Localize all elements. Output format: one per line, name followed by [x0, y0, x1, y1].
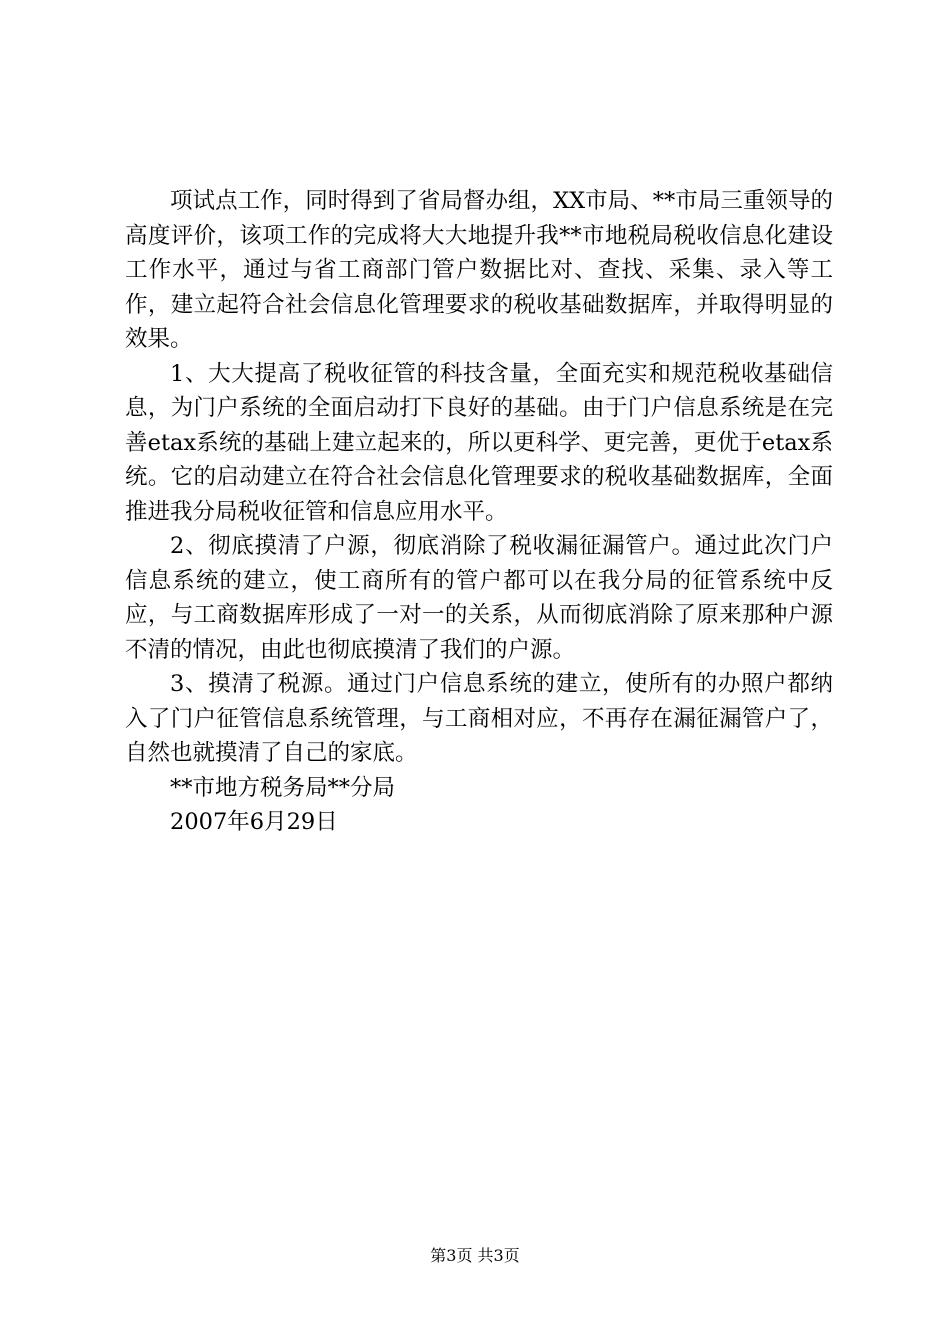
paragraph-intro: 项试点工作，同时得到了省局督办组，XX市局、**市局三重领导的高度评价，该项工作的完成将大大地提升我**市地税局税收信息化建设工作水平，通过与省工商部门管户数据比对、查找、采集、录入等工作，建立起符合社会信息化管理要求的税收基础数据库，并取得明显的效果。: [125, 188, 833, 352]
paragraph-point-1: 1、大大提高了税收征管的科技含量，全面充实和规范税收基础信息，为门户系统的全面启动打下良好的基础。由于门户信息系统是在完善etax系统的基础上建立起来的，所以更科学、更完善，更优于etax系统。它的启动建立在符合社会信息化管理要求的税收基础数据库，全面推进我分局税收征管和信息应用水平。: [125, 360, 833, 525]
paragraph-point-3: 3、摸清了税源。通过门户信息系统的建立，使所有的办照户都纳入了门户征管信息系统管理，与工商相对应，不再存在漏征漏管户了，自然也就摸清了自己的家底。: [125, 671, 833, 766]
signature-organization: **市地方税务局**分局: [170, 774, 396, 801]
document-body: [125, 184, 833, 840]
paragraph-point-2: 2、彻底摸清了户源，彻底消除了税收漏征漏管户。通过此次门户信息系统的建立，使工商所有的管户都可以在我分局的征管系统中反应，与工商数据库形成了一对一的关系，从而彻底消除了原来那种户源不清的情况，由此也彻底摸清了我们的户源。: [125, 533, 833, 663]
page-footer: 第3页 共3页: [430, 1246, 520, 1265]
signature-date: 2007年6月29日: [170, 809, 338, 835]
